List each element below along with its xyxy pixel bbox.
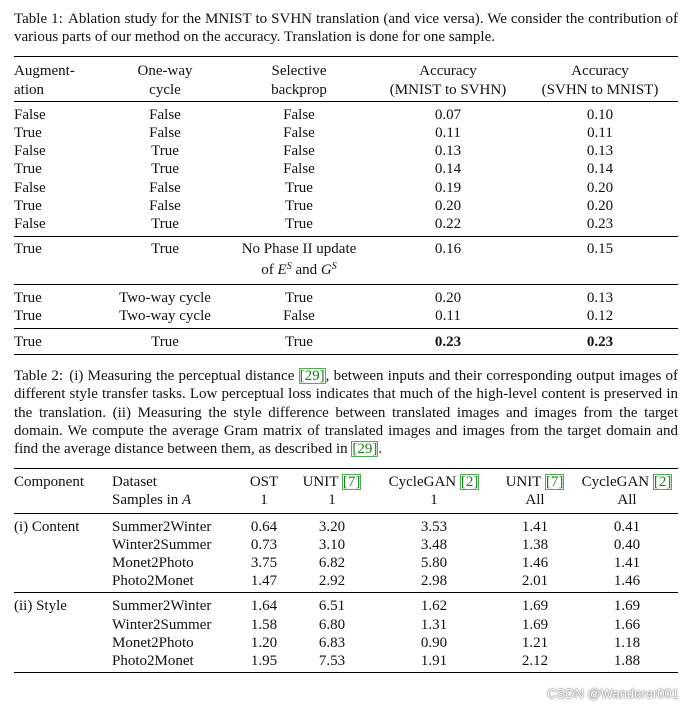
table1-header-acc-m2s — [374, 57, 522, 101]
table2 — [14, 468, 678, 673]
table-row — [14, 101, 678, 124]
phase2-and: and — [291, 262, 321, 279]
table-cell: Two-way cycle — [119, 307, 211, 324]
table1 — [14, 56, 678, 355]
table-cell: 1.18 — [613, 634, 641, 651]
caption-text: , between inputs and their corresponding output images of different style transfer tasks. Low perceptual loss indicates that much of the high-level content is preserved in the translation. (ii) Measuring the style difference between translated images and images from the target domain. We compute the average Gram matrix of translated images and images from the target domain and find the average distance between them, as described in — [14, 368, 679, 458]
table1-caption-label: Table 1: — [14, 11, 63, 27]
table-cell: True — [151, 216, 179, 233]
table-cell: 0.20 — [434, 289, 462, 306]
table-cell: 1.64 — [250, 598, 278, 615]
table-cell: False — [14, 179, 46, 196]
header-line: backprop — [271, 81, 327, 98]
table-cell: 1.38 — [521, 536, 549, 553]
table-cell: False — [283, 125, 315, 142]
table-cell: 0.12 — [586, 307, 614, 324]
table-row — [14, 197, 678, 215]
table2-header-row2 — [14, 491, 678, 513]
table-cell: 3.75 — [250, 555, 278, 572]
table-cell: True — [14, 334, 42, 351]
group-label: (ii) Style — [14, 598, 67, 615]
table-cell: 0.90 — [420, 634, 448, 651]
table-row — [14, 160, 678, 178]
table-cell: 3.10 — [318, 536, 346, 553]
table-cell-best: 0.23 — [434, 334, 462, 351]
table-cell: 1.47 — [250, 573, 278, 590]
table-cell: True — [14, 125, 42, 142]
caption-text: . — [378, 441, 383, 458]
table-cell: 1.91 — [420, 653, 448, 670]
header-line: ation — [14, 81, 44, 98]
table-cell: 0.07 — [434, 106, 462, 123]
table2-caption — [14, 367, 678, 458]
table-cell — [14, 652, 112, 673]
header-line: cycle — [149, 81, 181, 98]
table-row — [14, 572, 678, 593]
table-cell — [14, 536, 112, 554]
table-row — [14, 124, 678, 142]
table-cell: 0.13 — [434, 143, 462, 160]
var-A: A — [182, 492, 192, 509]
table-cell: True — [285, 334, 313, 351]
table2-header-component: Component — [14, 474, 84, 491]
table-cell: 0.40 — [613, 536, 641, 553]
table-row — [14, 215, 678, 237]
table-row — [14, 284, 678, 307]
table-cell — [14, 554, 112, 572]
table-cell: 0.15 — [586, 241, 614, 258]
table2-style-group — [14, 593, 678, 673]
table-cell: 2.12 — [521, 653, 549, 670]
watermark: CSDN @Wanderer001 — [547, 685, 679, 701]
header-line: (SVHN to MNIST) — [541, 81, 659, 98]
table-cell: True — [285, 179, 313, 196]
table-cell: 6.83 — [318, 634, 346, 651]
table-cell: True — [151, 161, 179, 178]
table1-header-cycle — [106, 57, 224, 101]
table-cell: False — [149, 125, 181, 142]
table-cell: 1.69 — [521, 598, 549, 615]
table-cell: True — [14, 307, 42, 324]
table-cell: 0.20 — [434, 197, 462, 214]
table-cell: True — [14, 289, 42, 306]
table2-content-group — [14, 513, 678, 593]
header-line: Accuracy — [419, 63, 477, 80]
table1-best-row — [14, 329, 678, 355]
table-cell: 1.46 — [521, 555, 549, 572]
table-row — [14, 179, 678, 197]
var-G: G — [320, 262, 332, 279]
citation-link[interactable]: [7] — [342, 474, 361, 491]
table-cell: 2.01 — [521, 573, 549, 590]
table-cell: 0.20 — [586, 197, 614, 214]
table-cell: 2.98 — [420, 573, 448, 590]
table-cell: True — [14, 161, 42, 178]
table-cell: 3.20 — [318, 518, 346, 535]
table-cell: 0.13 — [586, 143, 614, 160]
table-cell: 7.53 — [318, 653, 346, 670]
citation-link[interactable]: [7] — [545, 474, 564, 491]
table-cell — [14, 616, 112, 634]
phase2-line1: No Phase II update — [241, 241, 357, 258]
table-cell: False — [283, 106, 315, 123]
sup-S: S — [286, 261, 292, 273]
table-cell: 6.51 — [318, 598, 346, 615]
table2-header-cyclegan-all — [576, 469, 678, 492]
header-text: UNIT — [505, 474, 545, 491]
citation-link[interactable]: [2] — [653, 474, 672, 491]
dataset-name: Winter2Summer — [112, 616, 212, 633]
phase2-line2 — [224, 258, 374, 279]
table-cell: 0.64 — [250, 518, 278, 535]
table-row — [14, 634, 678, 652]
dataset-name: Summer2Winter — [112, 598, 212, 615]
table-cell: 0.73 — [250, 536, 278, 553]
table-cell-phase2 — [224, 237, 374, 284]
table-cell: 1.62 — [420, 598, 448, 615]
table-cell: 5.80 — [420, 555, 448, 572]
table-cell: 6.82 — [318, 555, 346, 572]
table1-header-row — [14, 57, 678, 101]
table-cell: False — [149, 106, 181, 123]
table-cell: True — [285, 197, 313, 214]
var-E: E — [277, 262, 287, 279]
table-cell: 1.41 — [521, 518, 549, 535]
table-cell: True — [14, 197, 42, 214]
table-cell: 0.14 — [434, 161, 462, 178]
dataset-name: Photo2Monet — [112, 573, 194, 590]
table1-header-backprop — [224, 57, 374, 101]
table-cell: 6.80 — [318, 616, 346, 633]
header-text: UNIT — [302, 474, 342, 491]
table1-group2-row — [14, 237, 678, 284]
table-cell: 1.31 — [420, 616, 448, 633]
header-line: Selective — [271, 63, 327, 80]
header-line: One-way — [137, 63, 193, 80]
table-row — [14, 593, 678, 616]
table-cell: 0.20 — [586, 179, 614, 196]
table-cell: 0.41 — [613, 518, 641, 535]
table2-header-unit-all — [494, 469, 576, 492]
table-cell: True — [14, 241, 42, 258]
header-text: CycleGAN — [581, 474, 653, 491]
phase2-of: of — [261, 262, 278, 279]
table-cell: 1.88 — [613, 653, 641, 670]
table-cell — [14, 634, 112, 652]
header-text: Samples in — [112, 492, 182, 509]
table-cell: 0.22 — [434, 216, 462, 233]
table-row — [14, 554, 678, 572]
table-cell: 0.13 — [586, 289, 614, 306]
table-cell: Two-way cycle — [119, 289, 211, 306]
table-cell — [14, 572, 112, 593]
header-line: (MNIST to SVHN) — [389, 81, 507, 98]
table-cell: 1.20 — [250, 634, 278, 651]
dataset-name: Winter2Summer — [112, 536, 212, 553]
table-cell: 0.11 — [587, 125, 613, 142]
table1-group1 — [14, 101, 678, 236]
dataset-name: Photo2Monet — [112, 653, 194, 670]
table-cell: 1 — [260, 492, 268, 509]
paper-page — [14, 10, 678, 673]
table-cell: 1.41 — [613, 555, 641, 572]
dataset-name: Summer2Winter — [112, 518, 212, 535]
table-cell: False — [283, 307, 315, 324]
citation-link[interactable]: [2] — [460, 474, 479, 491]
table-cell: True — [151, 143, 179, 160]
table-row — [14, 616, 678, 634]
table2-header-row1 — [14, 469, 678, 492]
table-cell: 1 — [328, 492, 336, 509]
table-cell: 1.69 — [521, 616, 549, 633]
table1-caption — [14, 10, 678, 46]
citation-link[interactable]: [29] — [352, 441, 378, 458]
table2-header-dataset: Dataset — [112, 474, 157, 491]
table-cell: False — [283, 161, 315, 178]
table-cell: True — [151, 334, 179, 351]
table-cell: True — [151, 241, 179, 258]
table-cell: 1.58 — [250, 616, 278, 633]
table-cell: 0.14 — [586, 161, 614, 178]
table-cell: 0.16 — [434, 241, 462, 258]
table2-header-cyclegan1 — [374, 469, 494, 492]
header-text: CycleGAN — [388, 474, 460, 491]
table-row — [14, 142, 678, 160]
table-row — [14, 513, 678, 536]
table2-header-samples — [112, 491, 238, 513]
table2-header-unit1 — [290, 469, 374, 492]
table-cell: 1.66 — [613, 616, 641, 633]
table-cell — [14, 491, 112, 513]
table-cell: False — [283, 143, 315, 160]
table1-caption-text: Ablation study for the MNIST to SVHN translation (and vice versa). We consider the contribution of various parts of our method on the accuracy. Translation is done for one sample. — [14, 11, 678, 46]
table-cell: 0.10 — [586, 106, 614, 123]
table-cell: 1.95 — [250, 653, 278, 670]
table-cell: 3.53 — [420, 518, 448, 535]
table1-header-acc-s2m — [522, 57, 678, 101]
table-cell: 1.69 — [613, 598, 641, 615]
dataset-name: Monet2Photo — [112, 634, 194, 651]
dataset-name: Monet2Photo — [112, 555, 194, 572]
table-cell: 0.11 — [435, 307, 461, 324]
table-cell: 0.23 — [586, 216, 614, 233]
table-cell: False — [14, 143, 46, 160]
table-cell: False — [149, 197, 181, 214]
sup-S: S — [331, 261, 337, 273]
table1-group3 — [14, 284, 678, 328]
table-cell: 1.21 — [521, 634, 549, 651]
table-cell: All — [525, 492, 545, 509]
table-cell: All — [617, 492, 637, 509]
table2-caption-label: Table 2: — [14, 368, 63, 385]
table-cell: 1 — [430, 492, 438, 509]
table-cell: 3.48 — [420, 536, 448, 553]
table-row — [14, 307, 678, 329]
citation-link[interactable]: [29] — [299, 368, 325, 385]
table-row — [14, 536, 678, 554]
table-cell: 0.11 — [435, 125, 461, 142]
table-cell: False — [14, 106, 46, 123]
table-cell: 1.46 — [613, 573, 641, 590]
table-cell: False — [149, 179, 181, 196]
header-line: Augment- — [14, 63, 75, 80]
table-cell: True — [285, 289, 313, 306]
table2-header-ost: OST — [249, 474, 279, 491]
table1-header-augmentation — [14, 57, 106, 101]
table-row — [14, 652, 678, 673]
header-line: Accuracy — [571, 63, 629, 80]
caption-text: (i) Measuring the perceptual distance — [69, 368, 299, 385]
table-cell-best: 0.23 — [586, 334, 614, 351]
table-cell: True — [285, 216, 313, 233]
table-cell: 2.92 — [318, 573, 346, 590]
group-label: (i) Content — [14, 518, 80, 535]
table-cell: 0.19 — [434, 179, 462, 196]
table-cell: False — [14, 216, 46, 233]
